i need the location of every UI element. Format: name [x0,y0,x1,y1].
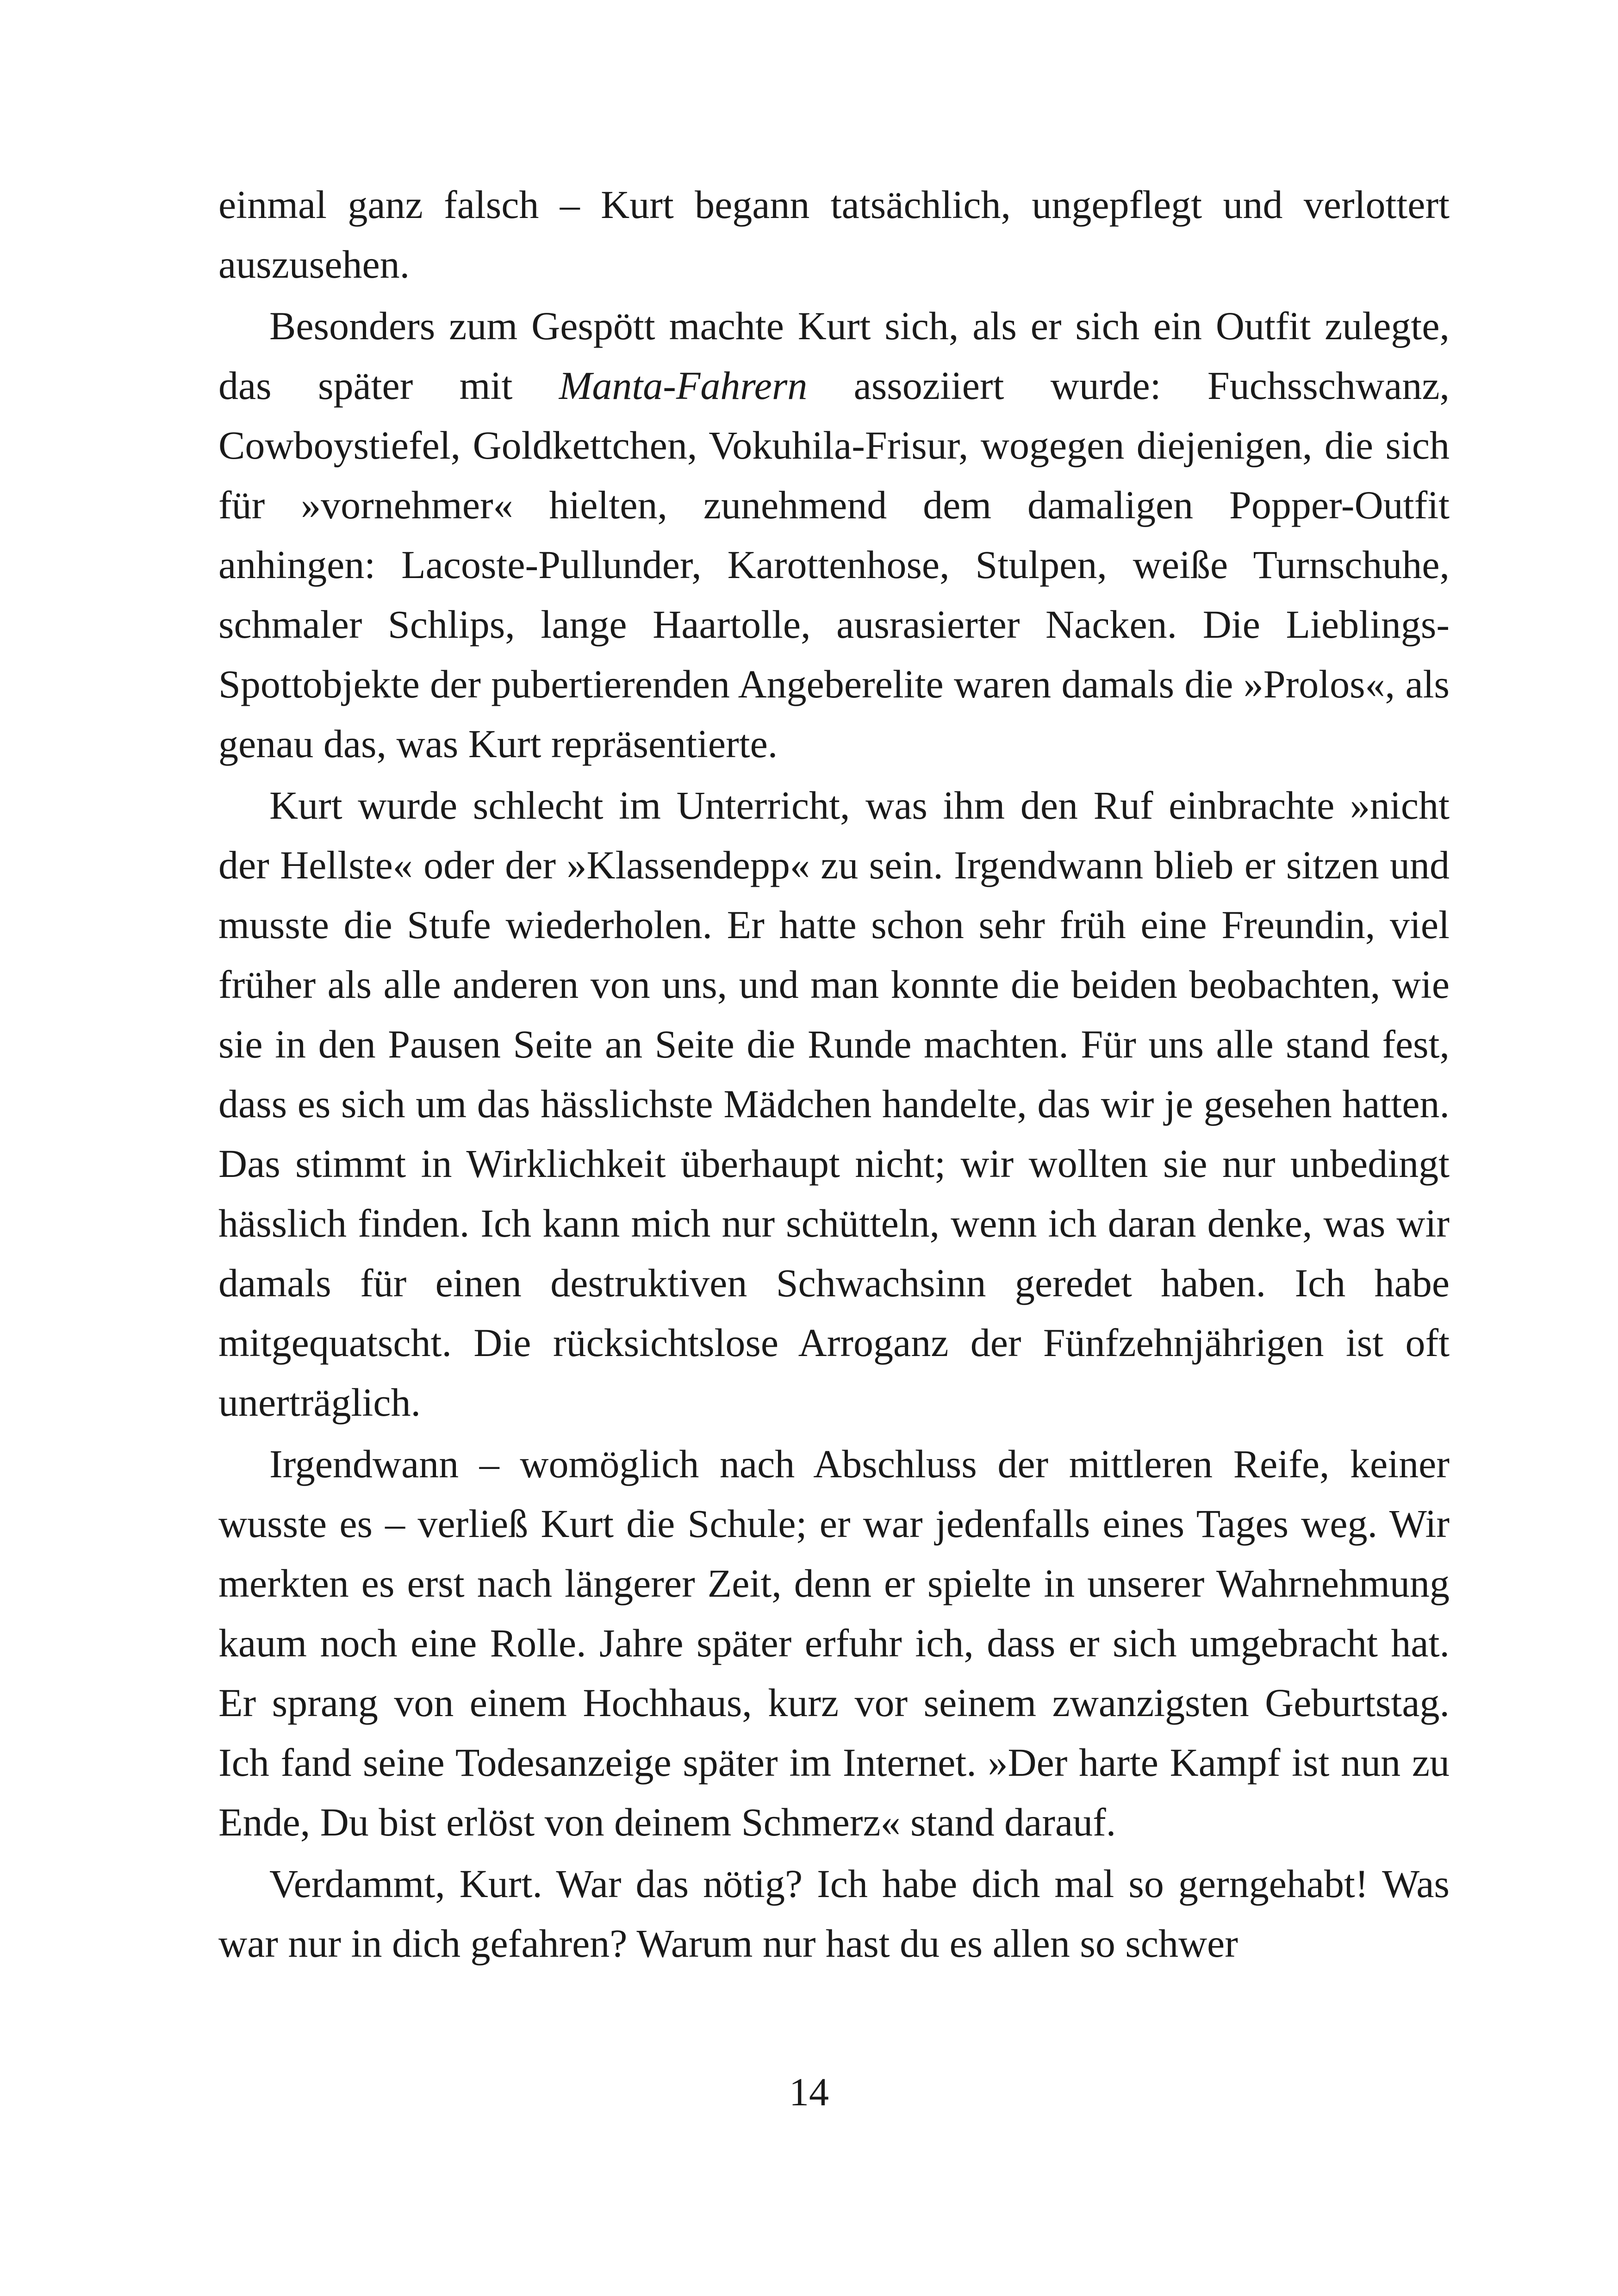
body-text [218,175,1450,1973]
paragraph-1: einmal ganz falsch – Kurt begann tatsächlich, ungepflegt und verlottert auszusehen. [218,182,1450,286]
paragraph-2-end: assoziiert wurde: Fuchsschwanz, Cowboystiefel, Goldkettchen, Vokuhila-Frisur, wogegen diejenigen, die sich für »vornehmer« hielten, zunehmend dem damaligen Popper-Outfit anhingen: Lacoste-Pullunder, Karottenhose, Stulpen, weiße Turnschuhe, schmaler Schlips, lange Haartolle, ausrasierter Nacken. Die Lieblings-Spottobjekte der pubertierenden Angeberelite waren damals die »Prolos«, als genau das, was Kurt repräsentierte. [218,363,1450,766]
paragraph-3: Kurt wurde schlecht im Unterricht, was ihm den Ruf einbrachte »nicht der Hellste« oder der »Klassendepp« zu sein. Irgendwann blieb er sitzen und musste die Stufe wiederholen. Er hatte schon sehr früh eine Freundin, viel früher als alle anderen von uns, und man konnte die beiden beobachten, wie sie in den Pausen Seite an Seite die Runde machten. Für uns alle stand fest, dass es sich um das hässlichste Mädchen handelte, das wir je gesehen hatten. Das stimmt in Wirklichkeit überhaupt nicht; wir wollten sie nur unbedingt hässlich finden. Ich kann mich nur schütteln, wenn ich daran denke, was wir damals für einen destruktiven Schwachsinn geredet haben. Ich habe mitgequatscht. Die rücksichtslose Arroganz der Fünfzehnjährigen ist oft unerträglich. [218,783,1450,1425]
emphasis-manta-fahrern: Manta-Fahrern [559,363,808,408]
paragraph-2 [218,296,1450,774]
paragraph-4: Irgendwann – womöglich nach Abschluss der mittleren Reife, keiner wusste es – verließ Kurt die Schule; er war jedenfalls eines Tages weg. Wir merkten es erst nach längerer Zeit, denn er spielte in unserer Wahrnehmung kaum noch eine Rolle. Jahre später erfuhr ich, dass er sich umgebracht hat. Er sprang von einem Hochhaus, kurz vor seinem zwanzigsten Geburtstag. Ich fand seine Todesanzeige später im Internet. »Der harte Kampf ist nun zu Ende, Du bist erlöst von deinem Schmerz« stand darauf. [218,1442,1450,1844]
paragraph-2-start: Besonders zum Gespött machte Kurt sich, als er sich ein Outfit zulegte, das später mit [218,304,1450,408]
page-number: 14 [789,2070,829,2114]
paragraph-5: Verdammt, Kurt. War das nötig? Ich habe dich mal so gerngehabt! Was war nur in dich gefahren? Warum nur hast du es allen so schwer [218,1861,1450,1966]
